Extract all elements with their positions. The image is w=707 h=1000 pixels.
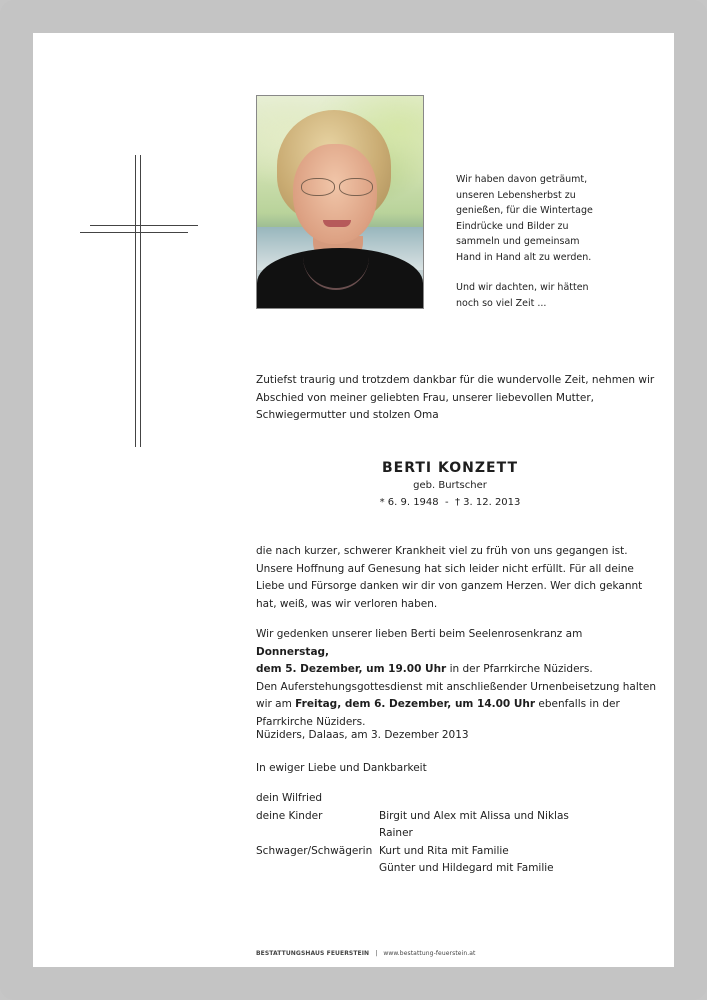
- poem-line: genießen, für die Wintertage: [456, 205, 593, 216]
- text: wir am: [256, 698, 296, 710]
- intro-line: Zutiefst traurig und trotzdem dankbar für die wundervolle Zeit, nehmen wir: [256, 374, 655, 386]
- poem-line: unseren Lebensherbst zu: [456, 189, 576, 201]
- poem-line: noch so viel Zeit ...: [456, 297, 547, 309]
- cross-icon: [80, 155, 198, 447]
- text: in der Pfarrkirche Nüziders.: [446, 663, 593, 675]
- text: Wir gedenken unserer lieben Berti beim Seelenrosenkranz am: [256, 628, 583, 640]
- poem-line: Hand in Hand alt zu werden.: [456, 251, 592, 263]
- company-url[interactable]: www.bestattung-feuerstein.at: [383, 950, 476, 957]
- poem: [456, 172, 636, 326]
- signature-row: [256, 808, 656, 826]
- signatures: [256, 790, 656, 878]
- paragraph-line: Liebe und Fürsorge danken wir dir von ganzem Herzen. Wer dich gekannt: [256, 580, 643, 592]
- text: Den Auferstehungsgottesdienst mit anschließender Urnenbeisetzung halten: [256, 680, 656, 693]
- signature-row: [256, 825, 656, 843]
- relation: [256, 825, 379, 843]
- paragraph-line: Unsere Hoffnung auf Genesung hat sich leider nicht erfüllt. Für all deine: [256, 562, 634, 575]
- relation: Schwager/Schwägerin: [256, 844, 373, 857]
- signature-row: [256, 790, 656, 808]
- names: Birgit und Alex mit Alissa und Niklas: [379, 809, 569, 822]
- deceased-name: BERTI KONZETT: [382, 460, 518, 476]
- poem-line: Wir haben davon geträumt,: [456, 174, 588, 185]
- company-name: BESTATTUNGSHAUS FEUERSTEIN: [256, 950, 370, 957]
- intro-line: Abschied von meiner geliebten Frau, unserer liebevollen Mutter,: [256, 391, 594, 404]
- closing-line: In ewiger Liebe und Dankbarkeit: [256, 762, 427, 774]
- birth-name: geb. Burtscher: [413, 480, 487, 491]
- intro-line: Schwiegermutter und stolzen Oma: [256, 409, 439, 421]
- footer: [256, 950, 475, 957]
- life-dates: * 6. 9. 1948 - † 3. 12. 2013: [379, 497, 521, 508]
- signature-row: [256, 843, 656, 861]
- paragraph-line: hat, weiß, was wir verloren haben.: [256, 597, 438, 610]
- text: ebenfalls in der: [535, 698, 620, 710]
- paragraph-line: die nach kurzer, schwerer Krankheit viel zu früh von uns gegangen ist.: [256, 545, 628, 557]
- names: Kurt und Rita mit Familie: [379, 844, 509, 857]
- paragraph-2: [256, 626, 656, 731]
- service-date-time: Freitag, dem 6. Dezember, um 14.00 Uhr: [295, 698, 536, 710]
- names: [379, 790, 656, 808]
- rosary-date-time: dem 5. Dezember, um 19.00 Uhr: [256, 663, 447, 675]
- portrait-photo: [256, 95, 424, 309]
- names: Rainer: [379, 827, 413, 839]
- rosary-day: Donnerstag,: [256, 645, 330, 658]
- text: Pfarrkirche Nüziders.: [256, 715, 366, 728]
- relation: deine Kinder: [256, 809, 323, 822]
- names: Günter und Hildegard mit Familie: [379, 862, 554, 874]
- signature-row: [256, 860, 656, 878]
- deceased-block: [280, 458, 620, 511]
- poem-line: Eindrücke und Bilder zu: [456, 220, 569, 232]
- place-date: Nüziders, Dalaas, am 3. Dezember 2013: [256, 729, 469, 741]
- poem-line: sammeln und gemeinsam: [456, 236, 580, 247]
- relation: [256, 860, 379, 878]
- paragraph-1: [256, 543, 656, 613]
- poem-line: Und wir dachten, wir hätten: [456, 282, 589, 293]
- intro-text: [256, 372, 656, 425]
- relation: dein Wilfried: [256, 792, 323, 804]
- separator: |: [375, 950, 378, 957]
